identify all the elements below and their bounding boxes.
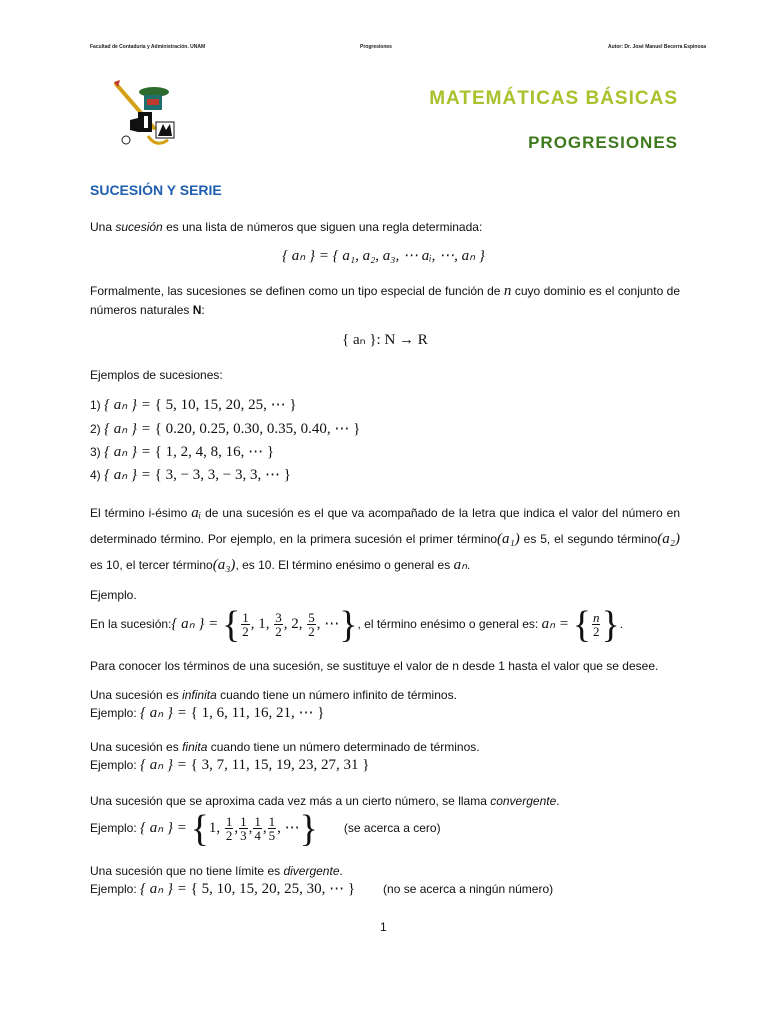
divergent-example: Ejemplo: { aₙ } = { 5, 10, 15, 20, 25, 30, ⋯ } (no se acerca a ningún número) — [90, 881, 554, 897]
infinite-example: Ejemplo: { aₙ } = { 1, 6, 11, 16, 21, ⋯ } — [90, 705, 325, 721]
example-item: 1) { aₙ } = { 5, 10, 15, 20, 25, ⋯ } — [90, 397, 297, 413]
examples-heading: Ejemplos de sucesiones: — [90, 368, 223, 382]
example-item: 2) { aₙ } = { 0.20, 0.25, 0.30, 0.35, 0.40, ⋯ } — [90, 421, 361, 437]
formal-definition-paragraph: Formalmente, las sucesiones se definen como un tipo especial de función de n cuyo dominio es el conjunto de números naturales N: — [90, 283, 681, 317]
divergent-definition: Una sucesión que no tiene límite es divergente. — [90, 864, 343, 878]
formula-function-map: { aₙ }: N → R — [342, 332, 428, 348]
section-heading: SUCESIÓN Y SERIE — [90, 182, 222, 198]
header-left: Facultad de Contaduría y Administración. UNAM — [90, 44, 206, 50]
substitution-note: Para conocer los términos de una sucesión, se sustituye el valor de n desde 1 hasta el valor que se desee. — [90, 659, 659, 673]
header-right: Autor: Dr. José Manuel Becerra Espinosa — [608, 44, 707, 50]
intro-paragraph: Una sucesión es una lista de números que siguen una regla determinada: — [90, 220, 483, 234]
infinite-definition: Una sucesión es infinita cuando tiene un número infinito de términos. — [90, 688, 457, 702]
ith-term-paragraph: El término i-ésimo aᵢ de una sucesión es el que va acompañado de la letra que indica el valor del número en determinado término. Por ejemplo, en la primera sucesión el primer término(a₁) es 5, el segundo término(a₂) es 10, el tercer término(a₃), es 10. El término enésimo o general es aₙ. — [90, 505, 680, 573]
example-general-term: En la sucesión:{ aₙ } = { $\frac{1}{2}$ , 1, $\frac{3}{2}$ , 2, $\frac{5}{2}$ , ⋯}, el término enésimo o general es: aₙ = { $\frac{n}{2}$ }. — [90, 604, 624, 646]
example-item: 4) { aₙ } = { 3, − 3, 3, − 3, 3, ⋯ } — [90, 467, 291, 483]
example-item: 3) { aₙ } = { 1, 2, 4, 8, 16, ⋯ } — [90, 444, 275, 460]
page-number: 1 — [380, 920, 387, 934]
formula-sequence-definition: { aₙ } = { a₁, a₂, a₃, ⋯ aᵢ, ⋯, aₙ } — [282, 248, 485, 264]
convergent-definition: Una sucesión que se aproxima cada vez más a un cierto número, se llama convergente. — [90, 794, 560, 808]
faculty-logo-icon — [108, 78, 188, 156]
convergent-example: Ejemplo: { aₙ } = {1, $\frac{1}{2}$ , $\frac{1}{3}$ , $\frac{1}{4}$ , $\frac{1}{5}$ , ⋯} (se acerca a cero) — [90, 808, 441, 850]
example-label: Ejemplo. — [90, 588, 137, 602]
document-subtitle: PROGRESIONES — [528, 133, 678, 152]
document-title: MATEMÁTICAS BÁSICAS — [429, 88, 678, 109]
finite-definition: Una sucesión es finita cuando tiene un número determinado de términos. — [90, 740, 480, 754]
header-center: Progresiones — [360, 44, 392, 50]
finite-example: Ejemplo: { aₙ } = { 3, 7, 11, 15, 19, 23, 27, 31 } — [90, 757, 370, 773]
